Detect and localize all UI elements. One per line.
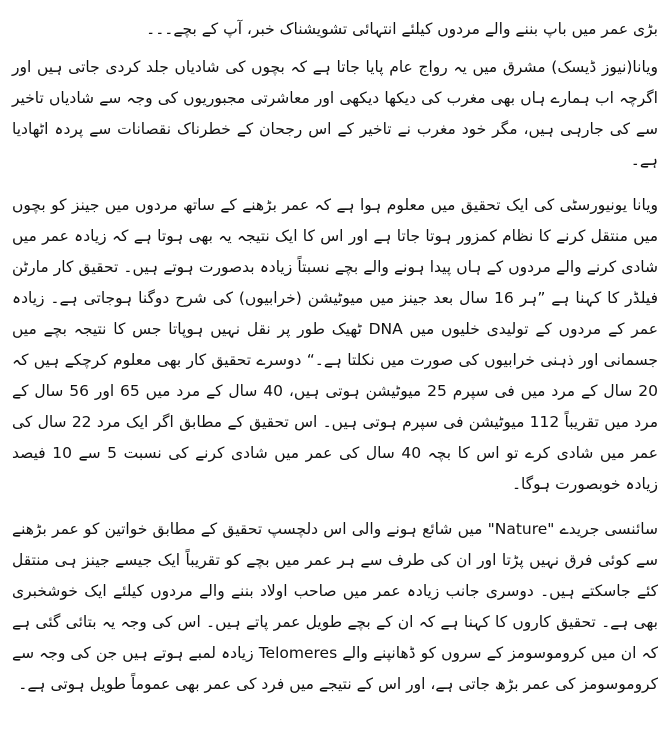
paragraph-intro: ویانا(نیوز ڈیسک) مشرق میں یہ رواج عام پایا جاتا ہے کہ بچوں کی شادیاں جلد کردی جاتی ہیں اور اگرچہ اب ہمارے ہاں بھی مغرب کی دیکھا دیکھی اور معاشرتی مجبوریوں کی وجہ سے شادیاں تاخیر سے کی جارہی ہیں، مگر خود مغرب نے تاخیر کے اس رجحان کے خطرناک نقصانات سے پردہ اٹھادیا ہے۔	[12, 58, 658, 169]
paragraph-research: ویانا یونیورسٹی کی ایک تحقیق میں معلوم ہوا ہے کہ عمر بڑھنے کے ساتھ مردوں میں جینز کو بچوں میں منتقل کرنے کا نظام کمزور ہوتا جاتا ہے اور اس کا ایک نتیجہ یہ بھی ہوتا ہے کہ زیادہ عمر میں شادی کرنے والے مردوں کے ہاں پیدا ہونے والے بچے نسبتاً زیادہ بدصورت ہوتے ہیں۔ تحقیق کار مارٹن فیلڈر کا کہنا ہے ”ہر 16 سال بعد جینز میں میوٹیشن (خرابیوں) کی شرح دوگنا ہوجاتی ہے۔ زیادہ عمر کے مردوں کے تولیدی خلیوں میں DNA ٹھیک طور پر نقل نہیں ہوپاتا جس کا نتیجہ بچے میں جسمانی اور ذہنی خرابیوں کی صورت میں نکلتا ہے۔“ دوسرے تحقیق کار بھی معلوم کرچکے ہیں کہ 20 سال کے مرد میں فی سپرم 25 میوٹیشن ہوتی ہیں، 40 سال کے مرد میں 65 اور 56 سال کے مرد میں تقریباً 112 میوٹیشن فی سپرم ہوتی ہیں۔ اس تحقیق کے مطابق اگر ایک مرد 22 سال کی عمر میں شادی کرے تو اس کا بچہ 40 سال کی عمر میں شادی کرنے کی نسبت 5 سے 10 فیصد زیادہ خوبصورت ہوگا۔	[12, 196, 659, 493]
paragraph-nature: سائنسی جریدے "Nature" میں شائع ہونے والی اس دلچسپ تحقیق کے مطابق خواتین کو عمر بڑھنے سے کوئی فرق نہیں پڑتا اور ان کی طرف سے ہر عمر میں بچے کو تقریباً ایک جیسے جینز ہی منتقل کئے جاسکتے ہیں۔ دوسری جانب زیادہ عمر میں صاحب اولاد بننے والے مردوں کیلئے ایک خوشخبری بھی ہے۔ تحقیق کاروں کا کہنا ہے کہ ان کے بچے طویل عمر پاتے ہیں۔ اس کی وجہ یہ بتائی گئی ہے کہ ان میں کروموسومز کے سروں کو ڈھانپنے والے Telomeres زیادہ لمبے ہوتے ہیں جن کی وجہ سے کروموسومز کی عمر بڑھ جاتی ہے، اور اس کے نتیجے میں فرد کی عمر بھی عموماً طویل ہوتی ہے۔	[12, 520, 659, 693]
article-headline: بڑی عمر میں باپ بننے والے مردوں کیلئے انتہائی تشویشناک خبر، آپ کے بچے۔۔۔	[146, 20, 658, 38]
